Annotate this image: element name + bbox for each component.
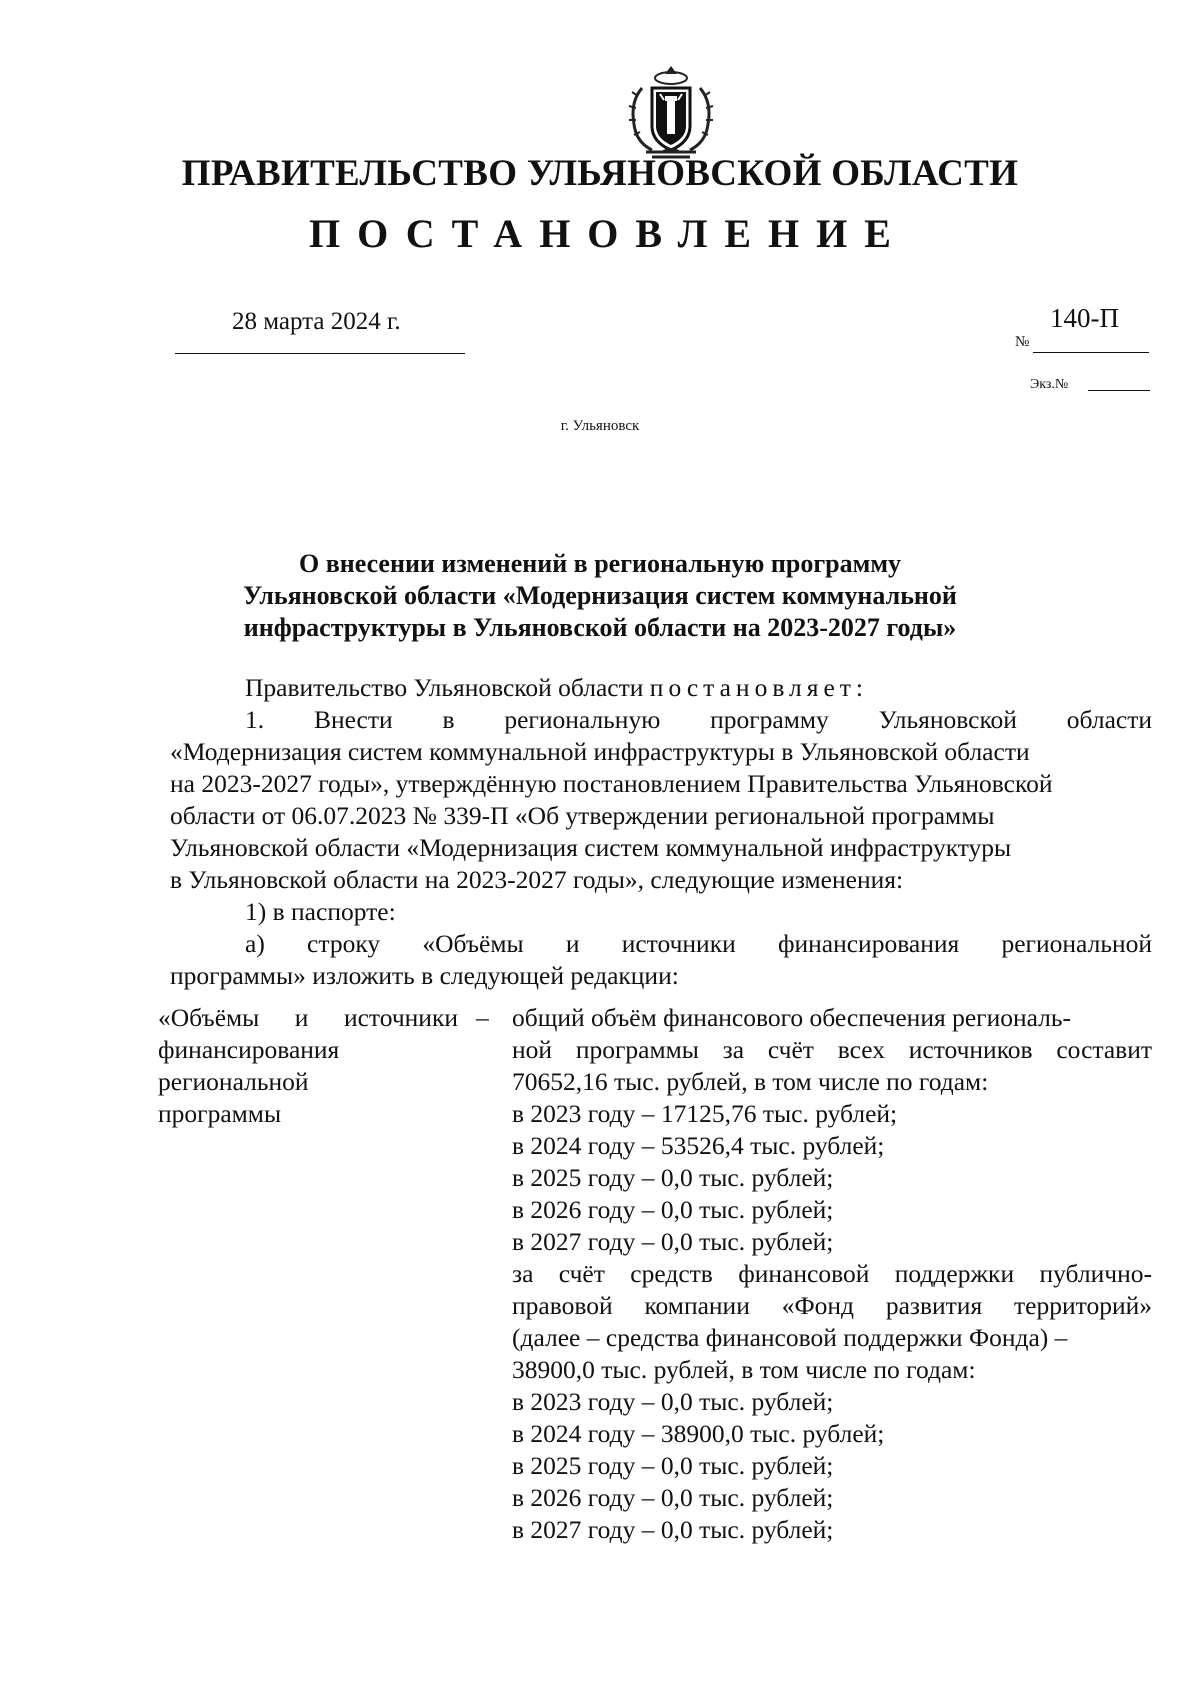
label-line: программы [158,1099,282,1128]
city-name: г. Ульяновск [560,418,640,434]
document-number: 140-П [1050,303,1119,333]
funding-row-label [158,1002,458,1130]
value-line: в 2024 году – 38900,0 тыс. рублей; [512,1419,885,1448]
resolution-body [170,672,1152,992]
row-dash: – [476,1003,489,1032]
value-line: в 2026 году – 0,0 тыс. рублей; [512,1195,834,1224]
copy-number-underline [1088,390,1150,391]
document-date: 28 марта 2024 г. [232,308,401,335]
value-line: ной программы за счёт всех источников составит [512,1035,1152,1064]
subitem-1: 1) в паспорте: [245,897,396,926]
item1-line: в Ульяновской области на 2023-2027 годы», следующие изменения: [170,865,904,894]
preamble-text: Правительство Ульяновской области [245,673,644,702]
document-type-title: ПОСТАНОВЛЕНИЕ [309,211,908,256]
value-line: за счёт средств финансовой поддержки публично- [512,1259,1152,1288]
label-line: региональной [158,1067,309,1096]
preamble-verb: постановляет: [649,673,869,702]
value-line: в 2024 году – 53526,4 тыс. рублей; [512,1131,885,1160]
title-line: инфраструктуры в Ульяновской области на 2023-2027 годы» [243,613,957,642]
title-line: О внесении изменений в региональную программу [298,549,902,578]
value-line: общий объём финансового обеспечения региональ- [512,1003,1072,1032]
resolution-title [150,548,1050,644]
item1-line: области от 06.07.2023 № 339-П «Об утверждении региональной программы [170,801,995,830]
government-title: ПРАВИТЕЛЬСТВО УЛЬЯНОВСКОЙ ОБЛАСТИ [181,153,1019,194]
item1-line: 1. Внести в региональную программу Ульяновской области [245,705,1152,734]
value-line: 38900,0 тыс. рублей, в том числе по годам: [512,1355,976,1384]
value-line: в 2025 году – 0,0 тыс. рублей; [512,1451,834,1480]
item1-line: Ульяновской области «Модернизация систем коммунальной инфраструктуры [170,833,1012,862]
coat-of-arms-icon [622,62,720,162]
subitem-a-line: программы» изложить в следующей редакции: [170,961,679,990]
funding-row-value [512,1002,1152,1546]
value-line: в 2023 году – 0,0 тыс. рублей; [512,1387,834,1416]
number-label: № [1015,334,1030,350]
title-line: Ульяновской области «Модернизация систем коммунальной [243,581,957,610]
number-underline [1033,352,1149,353]
value-line: в 2027 году – 0,0 тыс. рублей; [512,1227,834,1256]
label-line: «Объёмы и источники [158,1003,458,1032]
value-line: в 2026 году – 0,0 тыс. рублей; [512,1483,834,1512]
value-line: в 2027 году – 0,0 тыс. рублей; [512,1515,834,1544]
item1-line: «Модернизация систем коммунальной инфраструктуры в Ульяновской области [170,737,1030,766]
value-line: в 2023 году – 17125,76 тыс. рублей; [512,1099,898,1128]
subitem-a-line: а) строку «Объёмы и источники финансирования региональной [245,929,1152,958]
date-underline [175,353,465,354]
value-line: в 2025 году – 0,0 тыс. рублей; [512,1163,834,1192]
copy-number-label: Экз.№ [1030,377,1069,392]
value-line: 70652,16 тыс. рублей, в том числе по годам: [512,1067,989,1096]
item1-line: на 2023-2027 годы», утверждённую постановлением Правительства Ульяновской [170,769,1053,798]
value-line: правовой компании «Фонд развития территорий» [512,1291,1152,1320]
label-line: финансирования [158,1035,340,1064]
value-line: (далее – средства финансовой поддержки Фонда) – [512,1323,1068,1352]
preamble [170,672,1152,704]
